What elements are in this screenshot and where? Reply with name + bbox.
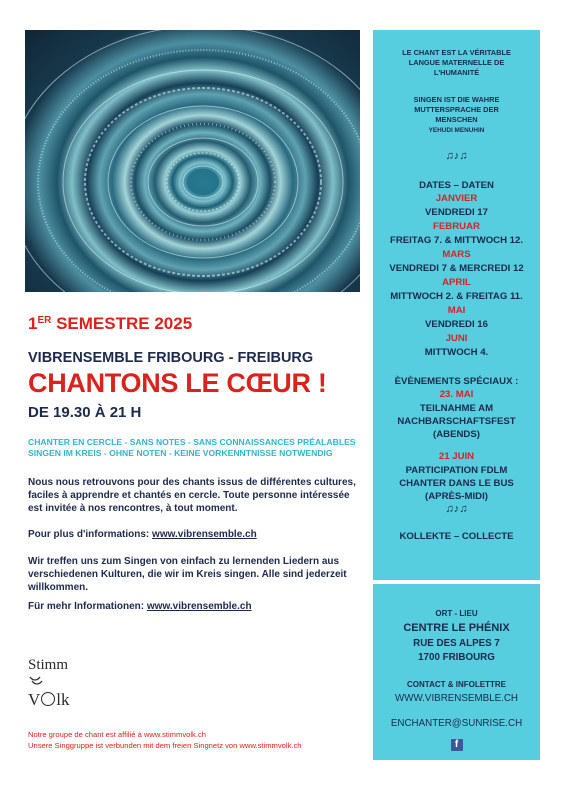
location-label: ORT - LIEU: [435, 609, 478, 618]
venue-name: CENTRE LE PHÉNIX: [403, 622, 510, 634]
days-februar: FREITAG 7. & MITTWOCH 12.: [389, 235, 524, 246]
music-notes-icon: ♫♪♫: [445, 150, 468, 162]
music-notes-icon-2: ♫♪♫: [445, 503, 468, 515]
time-range: DE 19.30 À 21 H: [28, 404, 142, 421]
headline: CHANTONS LE CŒUR !: [28, 368, 327, 398]
tags: [28, 437, 356, 459]
special2-line-3: (APRÈS-MIDI): [425, 491, 488, 502]
special1-line-3: (ABENDS): [433, 429, 480, 440]
special2-line-1: PARTICIPATION FDLM: [405, 465, 508, 476]
days-janvier: VENDREDI 17: [425, 207, 488, 218]
stimmvolk-logo: [28, 657, 88, 717]
location-panel: [373, 584, 540, 760]
quote-fr-1: LE CHANT EST LA VÉRITABLE: [402, 48, 511, 57]
special1-date: 23. MAI: [439, 389, 474, 400]
footer-de: Unsere Singgruppe ist verbunden mit dem freien Singnetz von www.stimmvolk.ch: [28, 741, 302, 750]
quote-de-1: SINGEN IST DIE WAHRE: [413, 95, 500, 104]
venue-city: 1700 FRIBOURG: [418, 652, 495, 663]
month-februar: FEBRUAR: [433, 221, 480, 232]
info-de-link[interactable]: www.vibrensemble.ch: [146, 601, 252, 612]
tags-de: SINGEN IM KREIS - OHNE NOTEN - KEINE VORKENNTNISSE NOTWENDIG: [28, 448, 333, 458]
venue-street: RUE DES ALPES 7: [413, 638, 500, 649]
special1-line-2: NACHBARSCHAFTSFEST: [397, 416, 516, 427]
quote-de-3: MENSCHEN: [435, 115, 478, 124]
logo-o-icon: [41, 692, 55, 706]
special1-line-1: TEILNAHME AM: [419, 403, 494, 414]
semester-number: 1: [28, 314, 38, 333]
days-juni: MITTWOCH 4.: [424, 347, 489, 358]
ensemble-name: VIBRENSEMBLE FRIBOURG - FREIBURG: [28, 350, 314, 366]
info-de-label: Für mehr Informationen:: [28, 601, 147, 612]
info-fr-label: Pour plus d'informations:: [28, 529, 153, 540]
paragraph-de: Wir treffen uns zum Singen von einfach zu lernenden Liedern aus verschiedenen Kulturen, die wir im Kreis singen. Alle sind jederzeit willkommen.: [28, 556, 347, 593]
footer-fr: Notre groupe de chant est affilié à www.stimmvolk.ch: [28, 730, 206, 739]
semester-title: [28, 314, 192, 334]
email-link[interactable]: ENCHANTER@SUNRISE.CH: [390, 718, 523, 729]
quote-fr-2: LANGUE MATERNELLE DE: [408, 58, 505, 67]
month-mars: MARS: [442, 249, 471, 260]
days-mars: VENDREDI 7 & MERCREDI 12: [389, 263, 524, 274]
paragraph-fr: Nous nous retrouvons pour des chants issus de différentes cultures, faciles à apprendre et chantés en cercle. Toute personne intéressée est invitée à nos rencontres, à tout moment.: [28, 477, 356, 514]
logo-line2: [28, 691, 70, 709]
facebook-row: [373, 734, 540, 752]
logo-line1: Stimm: [28, 657, 69, 673]
month-janvier: JANVIER: [435, 193, 478, 204]
info-sidebar: [373, 30, 540, 580]
semester-label: SEMESTRE 2025: [51, 314, 193, 333]
month-mai: MAI: [447, 305, 466, 316]
special2-date: 21 JUIN: [438, 451, 475, 462]
dates-title: DATES – DATEN: [419, 180, 494, 191]
quote-de-2: MUTTERSPRACHE DER: [414, 105, 499, 114]
info-fr-link[interactable]: www.vibrensemble.ch: [152, 529, 257, 540]
logo-line2-text: lk: [56, 690, 70, 709]
info-fr: [28, 528, 363, 541]
days-mai: VENDREDI 16: [425, 319, 488, 330]
info-de: [28, 600, 363, 613]
kollekte: KOLLEKTE – COLLECTE: [399, 531, 514, 542]
tags-fr: CHANTER EN CERCLE - SANS NOTES - SANS CONNAISSANCES PRÉALABLES: [28, 437, 356, 447]
quote-fr-3: L'HUMANITÉ: [433, 68, 480, 77]
facebook-icon[interactable]: f: [451, 739, 463, 751]
special-events-title: ÈVÈNEMENTS SPÉCIAUX :: [394, 376, 519, 387]
month-april: APRIL: [442, 277, 471, 288]
mandala-image: [25, 30, 360, 292]
logo-v-glyph: V: [28, 690, 41, 709]
special2-line-2: CHANTER DANS LE BUS: [399, 478, 514, 489]
contact-label: CONTACT & INFOLETTRE: [407, 680, 506, 689]
days-april: MITTWOCH 2. & FREITAG 11.: [390, 291, 523, 302]
website-link[interactable]: WWW.VIBRENSEMBLE.CH: [394, 693, 519, 704]
mandala-pattern: [25, 30, 360, 292]
quote-author: YEHUDI MENUHIN: [428, 127, 485, 134]
month-juni: JUNI: [445, 333, 468, 344]
semester-ordinal: ER: [37, 315, 52, 326]
